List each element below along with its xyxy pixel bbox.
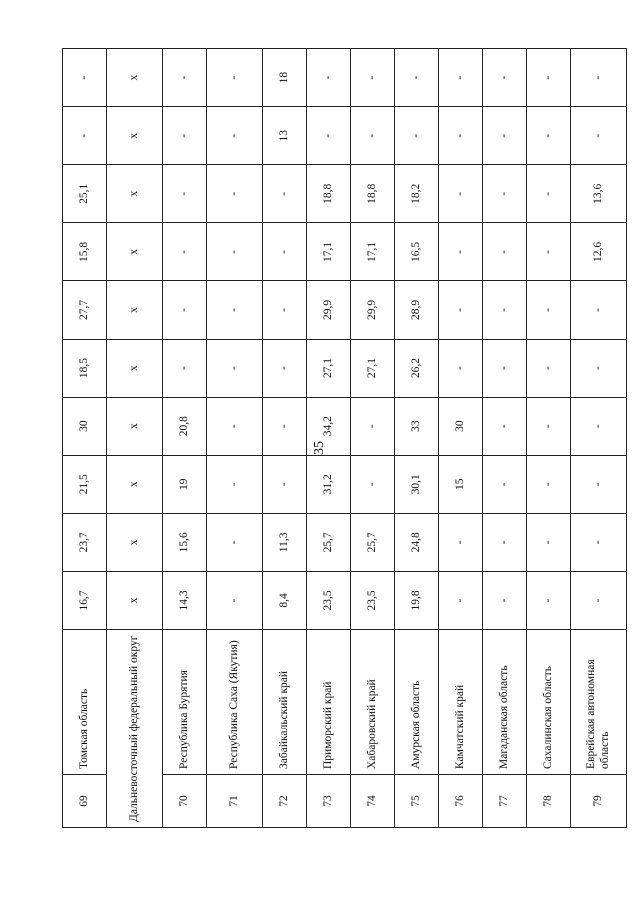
- value-cell: 19: [163, 455, 207, 513]
- value-cell: -: [63, 49, 107, 107]
- value-cell: 30,1: [395, 455, 439, 513]
- value-cell: -: [439, 339, 483, 397]
- region-name-cell: Дальневосточный федеральный округ: [107, 630, 163, 828]
- value-cell: -: [571, 513, 627, 571]
- value-cell: 30: [439, 397, 483, 455]
- value-cell: -: [439, 223, 483, 281]
- value-cell: х: [107, 49, 163, 107]
- value-cell: 33: [395, 397, 439, 455]
- value-cell: 18: [263, 49, 307, 107]
- row-number-cell: 74: [351, 775, 395, 828]
- value-cell: 28,9: [395, 281, 439, 339]
- table-body: [63, 49, 627, 828]
- table-wrapper: [62, 48, 611, 828]
- value-cell: х: [107, 165, 163, 223]
- value-cell: х: [107, 455, 163, 513]
- value-cell: -: [439, 571, 483, 629]
- value-cell: -: [395, 107, 439, 165]
- value-cell: -: [207, 49, 263, 107]
- region-name-cell: Магаданская область: [483, 630, 527, 775]
- value-cell: 18,8: [307, 165, 351, 223]
- value-cell: -: [207, 223, 263, 281]
- value-cell: -: [307, 107, 351, 165]
- value-cell: 23,5: [351, 571, 395, 629]
- region-name-cell: Республика Бурятия: [163, 630, 207, 775]
- value-cell: -: [571, 397, 627, 455]
- value-cell: 25,1: [63, 165, 107, 223]
- row-number-cell: 75: [395, 775, 439, 828]
- value-cell: -: [483, 107, 527, 165]
- value-cell: -: [527, 223, 571, 281]
- row-number-cell: 72: [263, 775, 307, 828]
- table-row: [439, 49, 483, 828]
- value-cell: х: [107, 281, 163, 339]
- value-cell: -: [571, 49, 627, 107]
- value-cell: 25,7: [307, 513, 351, 571]
- value-cell: -: [571, 281, 627, 339]
- value-cell: -: [307, 49, 351, 107]
- row-number-cell: 71: [207, 775, 263, 828]
- table-row: [163, 49, 207, 828]
- value-cell: х: [107, 513, 163, 571]
- region-name-cell: Хабаровский край: [351, 630, 395, 775]
- value-cell: -: [527, 281, 571, 339]
- value-cell: 29,9: [307, 281, 351, 339]
- value-cell: -: [63, 107, 107, 165]
- value-cell: -: [439, 49, 483, 107]
- value-cell: 17,1: [307, 223, 351, 281]
- table-row: [483, 49, 527, 828]
- table-row: [263, 49, 307, 828]
- value-cell: 18,8: [351, 165, 395, 223]
- value-cell: -: [527, 571, 571, 629]
- value-cell: -: [207, 281, 263, 339]
- value-cell: 19,8: [395, 571, 439, 629]
- row-number-cell: 78: [527, 775, 571, 828]
- value-cell: -: [351, 455, 395, 513]
- row-number-cell: 77: [483, 775, 527, 828]
- value-cell: 13: [263, 107, 307, 165]
- value-cell: 8,4: [263, 571, 307, 629]
- value-cell: -: [163, 165, 207, 223]
- value-cell: 24,8: [395, 513, 439, 571]
- value-cell: -: [207, 339, 263, 397]
- value-cell: х: [107, 339, 163, 397]
- value-cell: -: [571, 339, 627, 397]
- value-cell: -: [263, 281, 307, 339]
- region-name-cell: Приморский край: [307, 630, 351, 775]
- region-name-cell: Амурская область: [395, 630, 439, 775]
- value-cell: -: [527, 397, 571, 455]
- region-name-cell: Томская область: [63, 630, 107, 775]
- table-row: [527, 49, 571, 828]
- region-name-cell: Республика Саха (Якутия): [207, 630, 263, 775]
- data-table: [62, 48, 627, 828]
- value-cell: -: [163, 49, 207, 107]
- value-cell: -: [163, 339, 207, 397]
- value-cell: 27,1: [351, 339, 395, 397]
- value-cell: 15,8: [63, 223, 107, 281]
- value-cell: -: [395, 49, 439, 107]
- value-cell: 21,5: [63, 455, 107, 513]
- value-cell: -: [439, 513, 483, 571]
- value-cell: 15,6: [163, 513, 207, 571]
- value-cell: 30: [63, 397, 107, 455]
- table-row: [63, 49, 107, 828]
- value-cell: -: [163, 281, 207, 339]
- value-cell: 15: [439, 455, 483, 513]
- row-number-cell: 76: [439, 775, 483, 828]
- row-number-cell: 70: [163, 775, 207, 828]
- value-cell: -: [571, 107, 627, 165]
- value-cell: -: [483, 281, 527, 339]
- value-cell: 20,8: [163, 397, 207, 455]
- value-cell: -: [207, 571, 263, 629]
- row-number-cell: 69: [63, 775, 107, 828]
- value-cell: -: [483, 165, 527, 223]
- table-row: [571, 49, 627, 828]
- value-cell: -: [207, 455, 263, 513]
- value-cell: 23,5: [307, 571, 351, 629]
- value-cell: 14,3: [163, 571, 207, 629]
- value-cell: -: [439, 165, 483, 223]
- value-cell: -: [351, 107, 395, 165]
- value-cell: -: [263, 455, 307, 513]
- value-cell: -: [527, 165, 571, 223]
- value-cell: -: [483, 339, 527, 397]
- value-cell: -: [351, 397, 395, 455]
- value-cell: -: [527, 513, 571, 571]
- value-cell: 18,5: [63, 339, 107, 397]
- table-row: [351, 49, 395, 828]
- value-cell: 12,6: [571, 223, 627, 281]
- value-cell: -: [483, 455, 527, 513]
- value-cell: -: [439, 107, 483, 165]
- value-cell: -: [207, 513, 263, 571]
- value-cell: х: [107, 397, 163, 455]
- value-cell: х: [107, 571, 163, 629]
- value-cell: -: [439, 281, 483, 339]
- value-cell: -: [483, 513, 527, 571]
- value-cell: 13,6: [571, 165, 627, 223]
- value-cell: 25,7: [351, 513, 395, 571]
- value-cell: 34,2: [307, 397, 351, 455]
- value-cell: -: [207, 397, 263, 455]
- value-cell: -: [483, 223, 527, 281]
- value-cell: -: [527, 339, 571, 397]
- value-cell: -: [527, 49, 571, 107]
- value-cell: х: [107, 223, 163, 281]
- value-cell: 29,9: [351, 281, 395, 339]
- region-name-cell: Забайкальский край: [263, 630, 307, 775]
- value-cell: 31,2: [307, 455, 351, 513]
- region-name-cell: Еврейская автономная область: [571, 630, 627, 775]
- value-cell: 16,7: [63, 571, 107, 629]
- value-cell: -: [571, 571, 627, 629]
- value-cell: -: [483, 571, 527, 629]
- row-number-cell: 73: [307, 775, 351, 828]
- value-cell: 18,2: [395, 165, 439, 223]
- value-cell: -: [163, 107, 207, 165]
- value-cell: -: [263, 397, 307, 455]
- region-name-cell: Сахалинская область: [527, 630, 571, 775]
- row-number-cell: 79: [571, 775, 627, 828]
- table-row: [107, 49, 163, 828]
- table-row: [395, 49, 439, 828]
- value-cell: 11,3: [263, 513, 307, 571]
- value-cell: -: [263, 223, 307, 281]
- value-cell: -: [207, 107, 263, 165]
- value-cell: х: [107, 107, 163, 165]
- value-cell: -: [527, 455, 571, 513]
- value-cell: -: [351, 49, 395, 107]
- value-cell: -: [263, 165, 307, 223]
- table-row: [207, 49, 263, 828]
- value-cell: -: [207, 165, 263, 223]
- value-cell: 23,7: [63, 513, 107, 571]
- value-cell: 26,2: [395, 339, 439, 397]
- value-cell: -: [483, 397, 527, 455]
- value-cell: -: [163, 223, 207, 281]
- value-cell: -: [263, 339, 307, 397]
- value-cell: 17,1: [351, 223, 395, 281]
- value-cell: 16,5: [395, 223, 439, 281]
- table-row: [307, 49, 351, 828]
- value-cell: -: [571, 455, 627, 513]
- value-cell: 27,7: [63, 281, 107, 339]
- value-cell: -: [483, 49, 527, 107]
- value-cell: 27,1: [307, 339, 351, 397]
- value-cell: -: [527, 107, 571, 165]
- region-name-cell: Камчатский край: [439, 630, 483, 775]
- page-number: 35: [312, 441, 327, 455]
